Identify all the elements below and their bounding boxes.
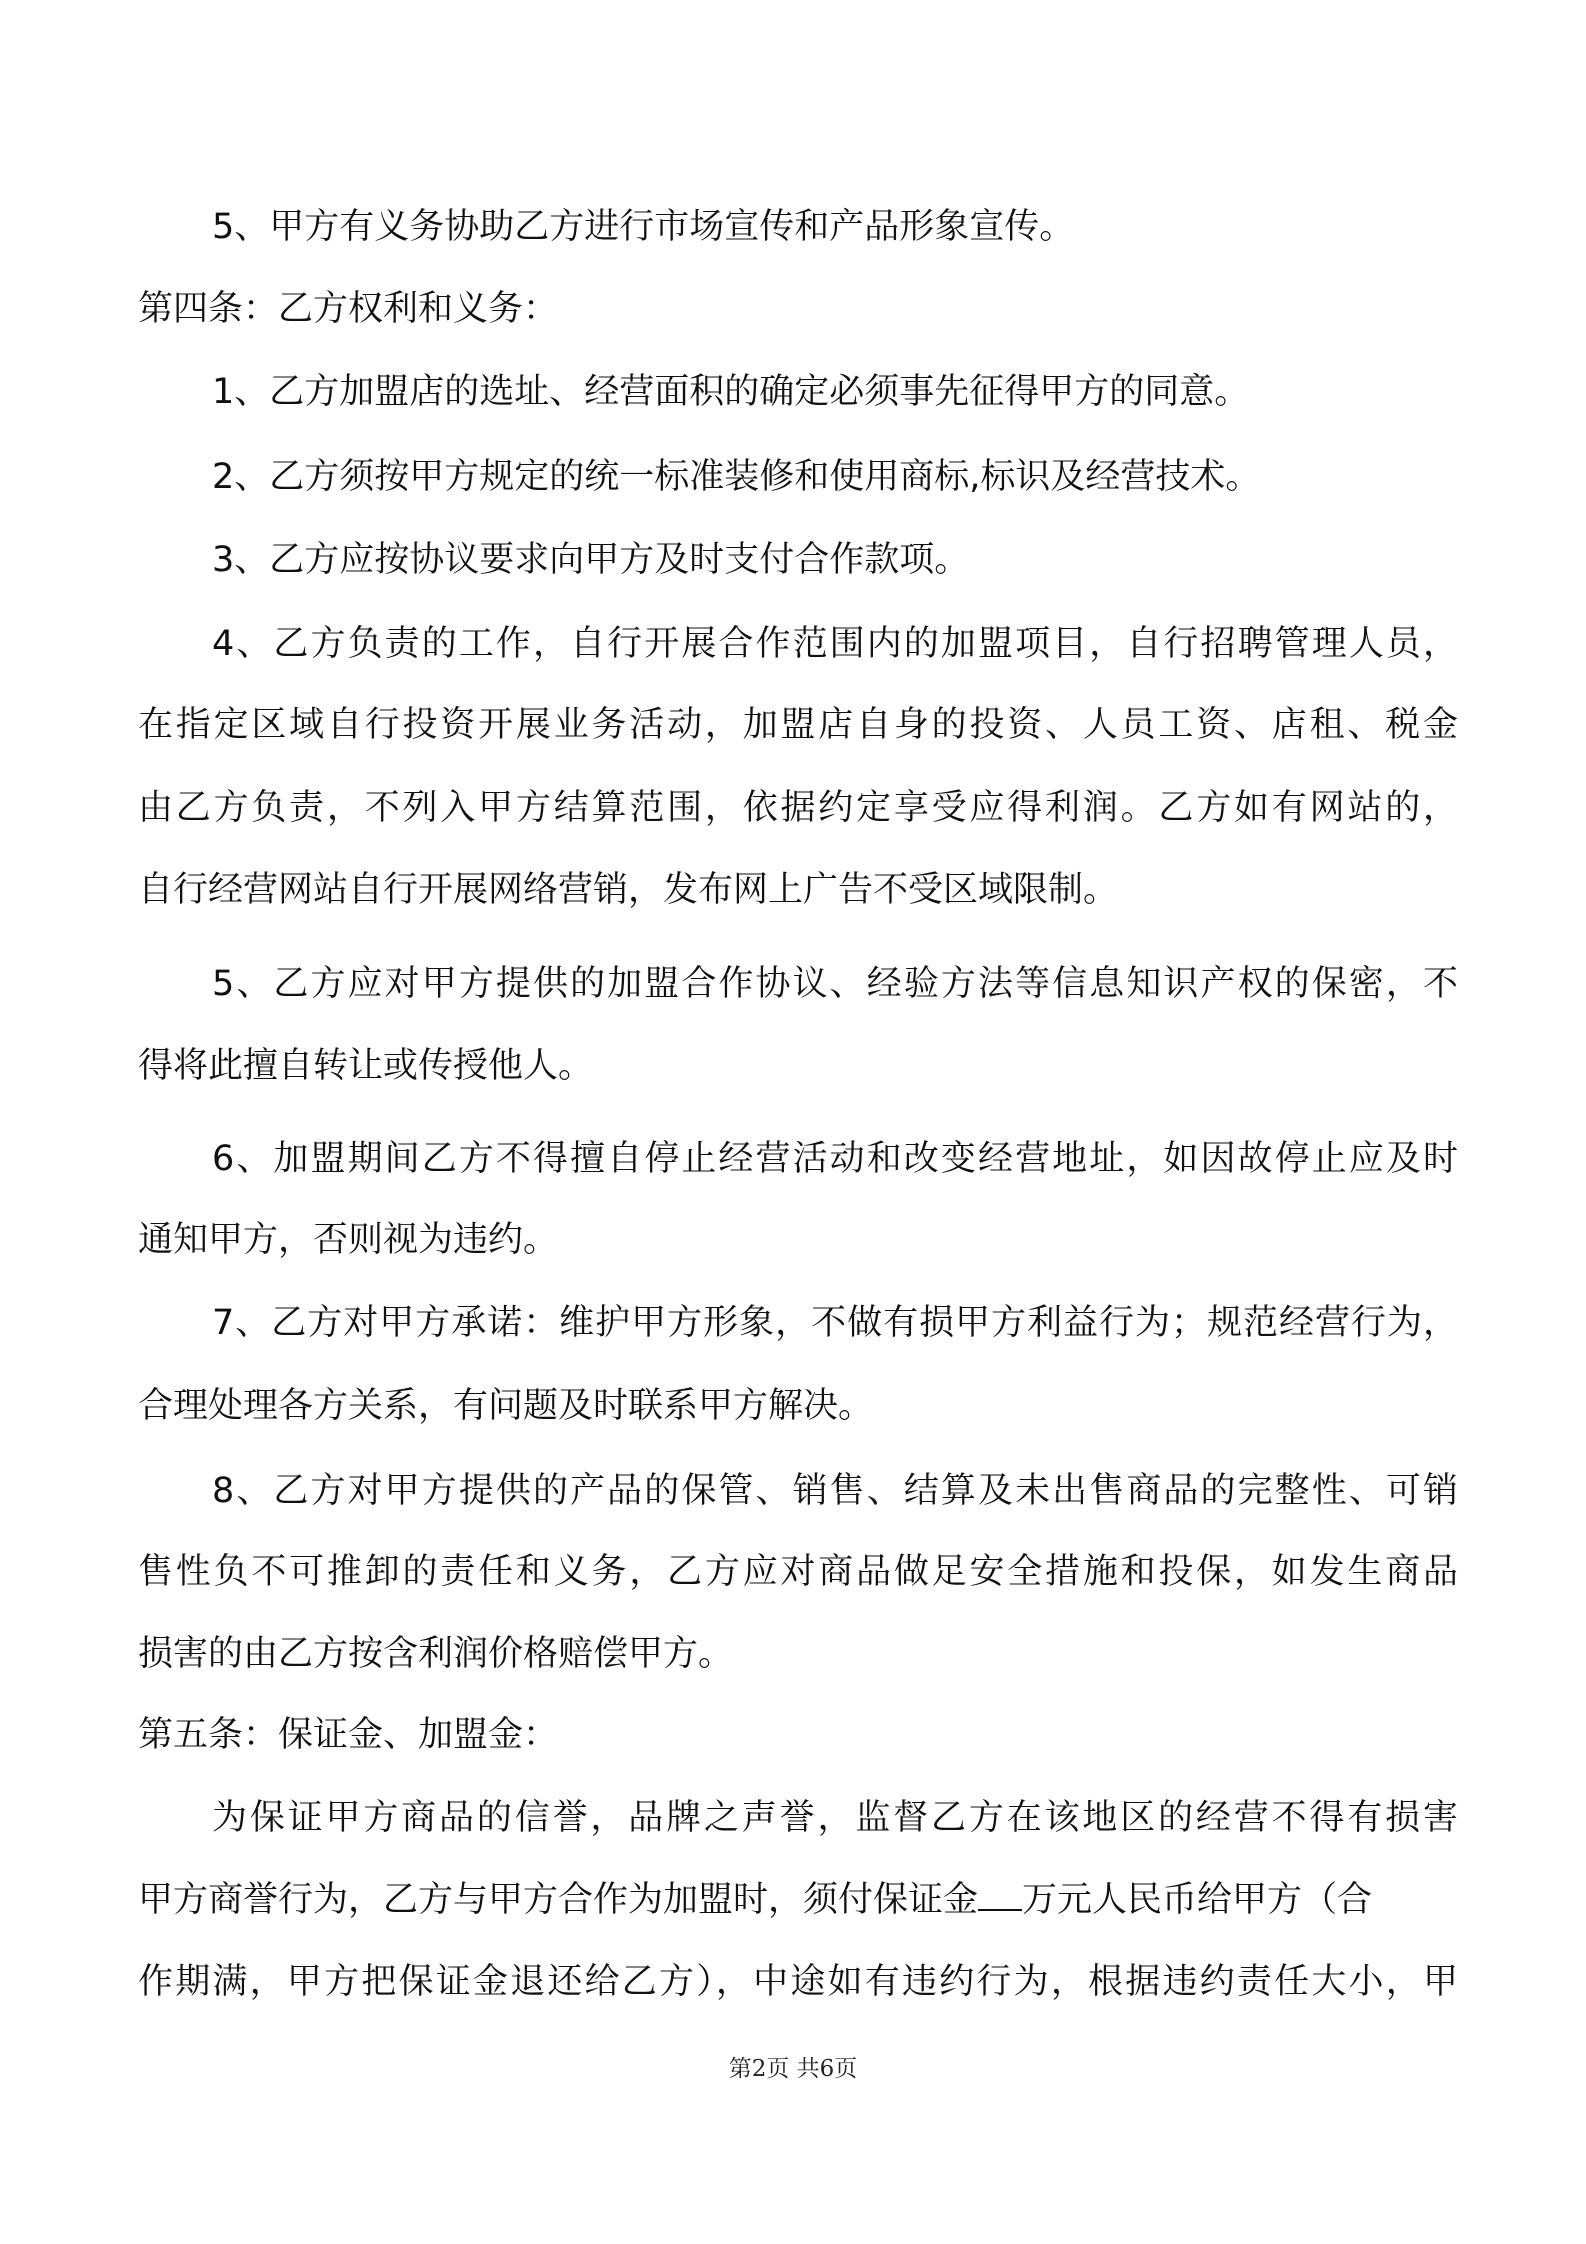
paragraph-line: 损害的由乙方按含利润价格赔偿甲方。 (138, 1634, 734, 1674)
paragraph-line: 5、甲方有义务协助乙方进行市场宣传和产品形象宣传。 (212, 207, 1075, 247)
paragraph-line: 在指定区域自行投资开展业务活动，加盟店自身的投资、人员工资、店租、税金 (138, 705, 1458, 745)
paragraph-line: 8、乙方对甲方提供的产品的保管、销售、结算及未出售商品的完整性、可销 (212, 1471, 1458, 1511)
paragraph-line: 1、乙方加盟店的选址、经营面积的确定必须事先征得甲方的同意。 (212, 372, 1250, 412)
paragraph-text: 万元人民币给甲方（合 (1022, 1880, 1373, 1920)
page-number: 第2页 共6页 (728, 2056, 858, 2082)
paragraph-line: 2、乙方须按甲方规定的统一标准装修和使用商标,标识及经营技术。 (212, 457, 1261, 497)
paragraph-line: 得将此擅自转让或传授他人。 (138, 1046, 594, 1086)
paragraph-line: 6、加盟期间乙方不得擅自停止经营活动和改变经营地址，如因故停止应及时 (212, 1139, 1458, 1179)
paragraph-line: 3、乙方应按协议要求向甲方及时支付合作款项。 (212, 540, 970, 580)
paragraph-line: 售性负不可推卸的责任和义务，乙方应对商品做足安全措施和投保，如发生商品 (138, 1552, 1458, 1592)
paragraph-line: 5、乙方应对甲方提供的加盟合作协议、经验方法等信息知识产权的保密，不 (212, 964, 1458, 1004)
paragraph-line: 7、乙方对甲方承诺：维护甲方形象，不做有损甲方利益行为；规范经营行为， (212, 1303, 1458, 1343)
blank-underline (978, 1879, 1022, 1911)
paragraph-line (138, 1878, 1458, 1922)
paragraph-line: 由乙方负责，不列入甲方结算范围，依据约定享受应得利润。乙方如有网站的， (138, 788, 1458, 828)
paragraph-line: 为保证甲方商品的信誉，品牌之声誉，监督乙方在该地区的经营不得有损害 (212, 1798, 1458, 1838)
section-heading: 第四条：乙方权利和义务： (138, 289, 559, 329)
paragraph-line: 自行经营网站自行开展网络营销，发布网上广告不受区域限制。 (138, 870, 1119, 910)
paragraph-text: 甲方商誉行为，乙方与甲方合作为加盟时，须付保证金 (138, 1880, 979, 1920)
paragraph-line: 作期满，甲方把保证金退还给乙方），中途如有违约行为，根据违约责任大小，甲 (138, 1962, 1458, 2002)
paragraph-line: 4、乙方负责的工作，自行开展合作范围内的加盟项目，自行招聘管理人员， (212, 624, 1458, 664)
section-heading: 第五条：保证金、加盟金： (138, 1715, 559, 1755)
paragraph-line: 合理处理各方关系，有问题及时联系甲方解决。 (138, 1386, 874, 1426)
paragraph-line: 通知甲方，否则视为违约。 (138, 1220, 559, 1260)
